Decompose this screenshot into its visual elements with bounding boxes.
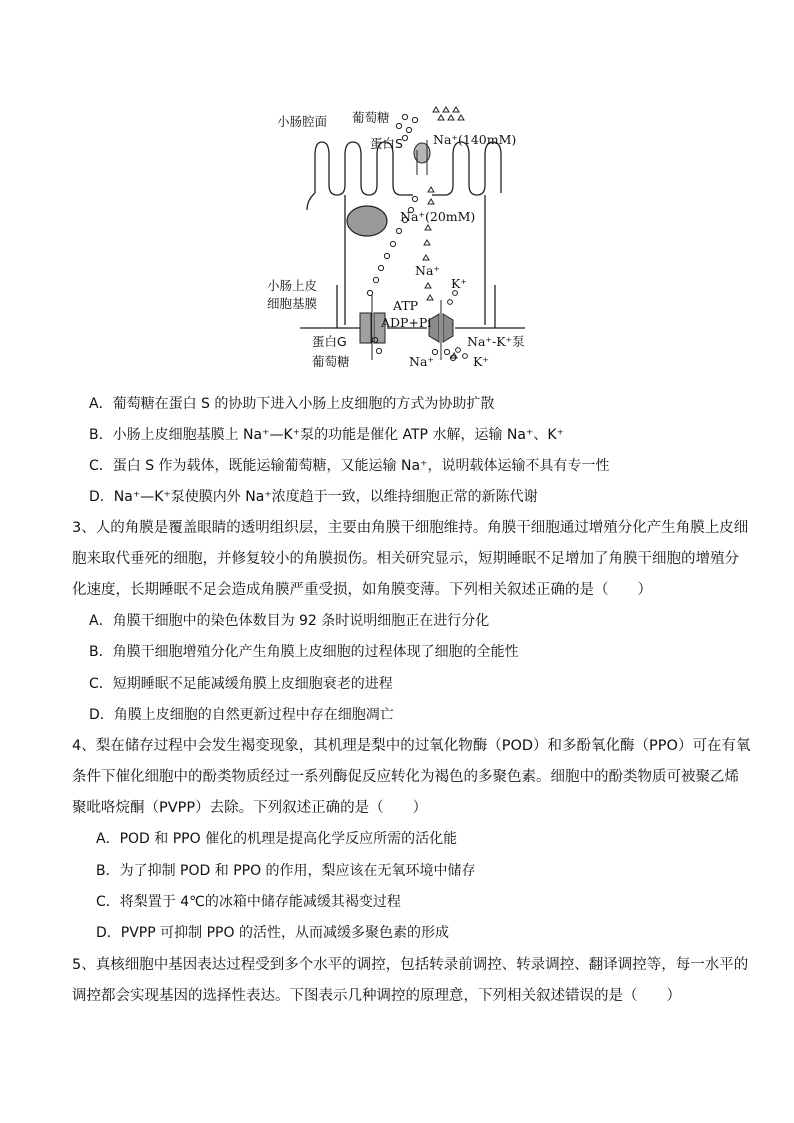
label-na-inside: Na⁺(20mM) bbox=[400, 209, 476, 224]
label-na-outside: Na⁺(140mM) bbox=[433, 132, 517, 147]
label-protein-g: 蛋白G bbox=[312, 334, 347, 349]
label-na-bottom: Na⁺ bbox=[409, 354, 434, 369]
label-glucose-bottom: 葡萄糖 bbox=[312, 354, 350, 369]
q4-option-a: A．POD 和 PPO 催化的机理是提高化学反应所需的活化能 bbox=[96, 831, 458, 847]
q4-stem-line-3: 聚吡咯烷酮（PVPP）去除。下列叙述正确的是（ ） bbox=[72, 800, 428, 816]
q3-stem-line-2: 胞来取代垂死的细胞，并修复较小的角膜损伤。相关研究显示，短期睡眠不足增加了角膜干细胞的增殖分 bbox=[72, 551, 739, 567]
q3-option-b: B．角膜干细胞增殖分化产生角膜上皮细胞的过程体现了细胞的全能性 bbox=[89, 644, 519, 660]
q5-stem-line-1: 5、真核细胞中基因表达过程受到多个水平的调控，包括转录前调控、转录调控、翻译调控等，每一水平的 bbox=[72, 957, 749, 973]
q3-stem-line-3: 化速度，长期睡眠不足会造成角膜严重受损，如角膜变薄。下列相关叙述正确的是（ ） bbox=[72, 582, 652, 598]
q4-stem-line-1: 4、梨在储存过程中会发生褐变现象，其机理是梨中的过氧化物酶（POD）和多酚氧化酶（PPO）可在有氧 bbox=[72, 738, 751, 754]
q3-option-c: C．短期睡眠不足能减缓角膜上皮细胞衰老的进程 bbox=[89, 676, 393, 692]
label-glucose-top: 葡萄糖 bbox=[352, 110, 390, 125]
q3-stem-line-1: 3、人的角膜是覆盖眼睛的透明组织层，主要由角膜干细胞维持。角膜干细胞通过增殖分化产生角膜上皮细 bbox=[72, 520, 749, 536]
q2-option-d: D．Na⁺—K⁺泵使膜内外 Na⁺浓度趋于一致，以维持细胞正常的新陈代谢 bbox=[89, 489, 538, 505]
label-protein-s: 蛋白S bbox=[370, 136, 403, 151]
label-basal-1: 小肠上皮 bbox=[267, 278, 318, 293]
label-k-top: K⁺ bbox=[451, 276, 467, 291]
q2-option-a: A．葡萄糖在蛋白 S 的协助下进入小肠上皮细胞的方式为协助扩散 bbox=[89, 396, 495, 412]
nucleus bbox=[347, 206, 387, 236]
pump-right bbox=[443, 314, 453, 342]
q3-option-a: A．角膜干细胞中的染色体数目为 92 条时说明细胞正在进行分化 bbox=[89, 613, 490, 629]
label-adp: ADP+Pi bbox=[381, 315, 432, 330]
q4-stem-line-2: 条件下催化细胞中的酚类物质经过一系列酶促反应转化为褐色的多聚色素。细胞中的酚类物质可被聚乙烯 bbox=[72, 769, 739, 785]
q5-stem-line-2: 调控都会实现基因的选择性表达。下图表示几种调控的原理意，下列相关叙述错误的是（ ） bbox=[72, 988, 681, 1004]
label-k-bottom: K⁺ bbox=[473, 354, 489, 369]
label-basal-2: 细胞基膜 bbox=[267, 296, 318, 311]
intestinal-cell-diagram bbox=[255, 100, 545, 380]
protein-s-shape bbox=[414, 143, 430, 163]
q4-option-d: D．PVPP 可抑制 PPO 的活性，从而减缓多聚色素的形成 bbox=[96, 925, 449, 941]
q4-option-b: B．为了抑制 POD 和 PPO 的作用，梨应该在无氧环境中储存 bbox=[96, 863, 476, 879]
q2-option-b: B．小肠上皮细胞基膜上 Na⁺—K⁺泵的功能是催化 ATP 水解，运输 Na⁺、K⁺ bbox=[89, 427, 564, 443]
label-pump: Na⁺-K⁺泵 bbox=[467, 334, 525, 349]
protein-g-left bbox=[360, 313, 371, 343]
label-atp: ATP bbox=[393, 298, 419, 313]
label-na-middle: Na⁺ bbox=[415, 263, 440, 278]
q3-option-d: D．角膜上皮细胞的自然更新过程中存在细胞凋亡 bbox=[89, 707, 394, 723]
q2-option-c: C．蛋白 S 作为载体，既能运输葡萄糖，又能运输 Na⁺，说明载体运输不具有专一性 bbox=[89, 458, 610, 474]
q4-option-c: C．将梨置于 4℃的冰箱中储存能减缓其褐变过程 bbox=[96, 894, 401, 910]
label-lumen: 小肠腔面 bbox=[277, 114, 328, 129]
